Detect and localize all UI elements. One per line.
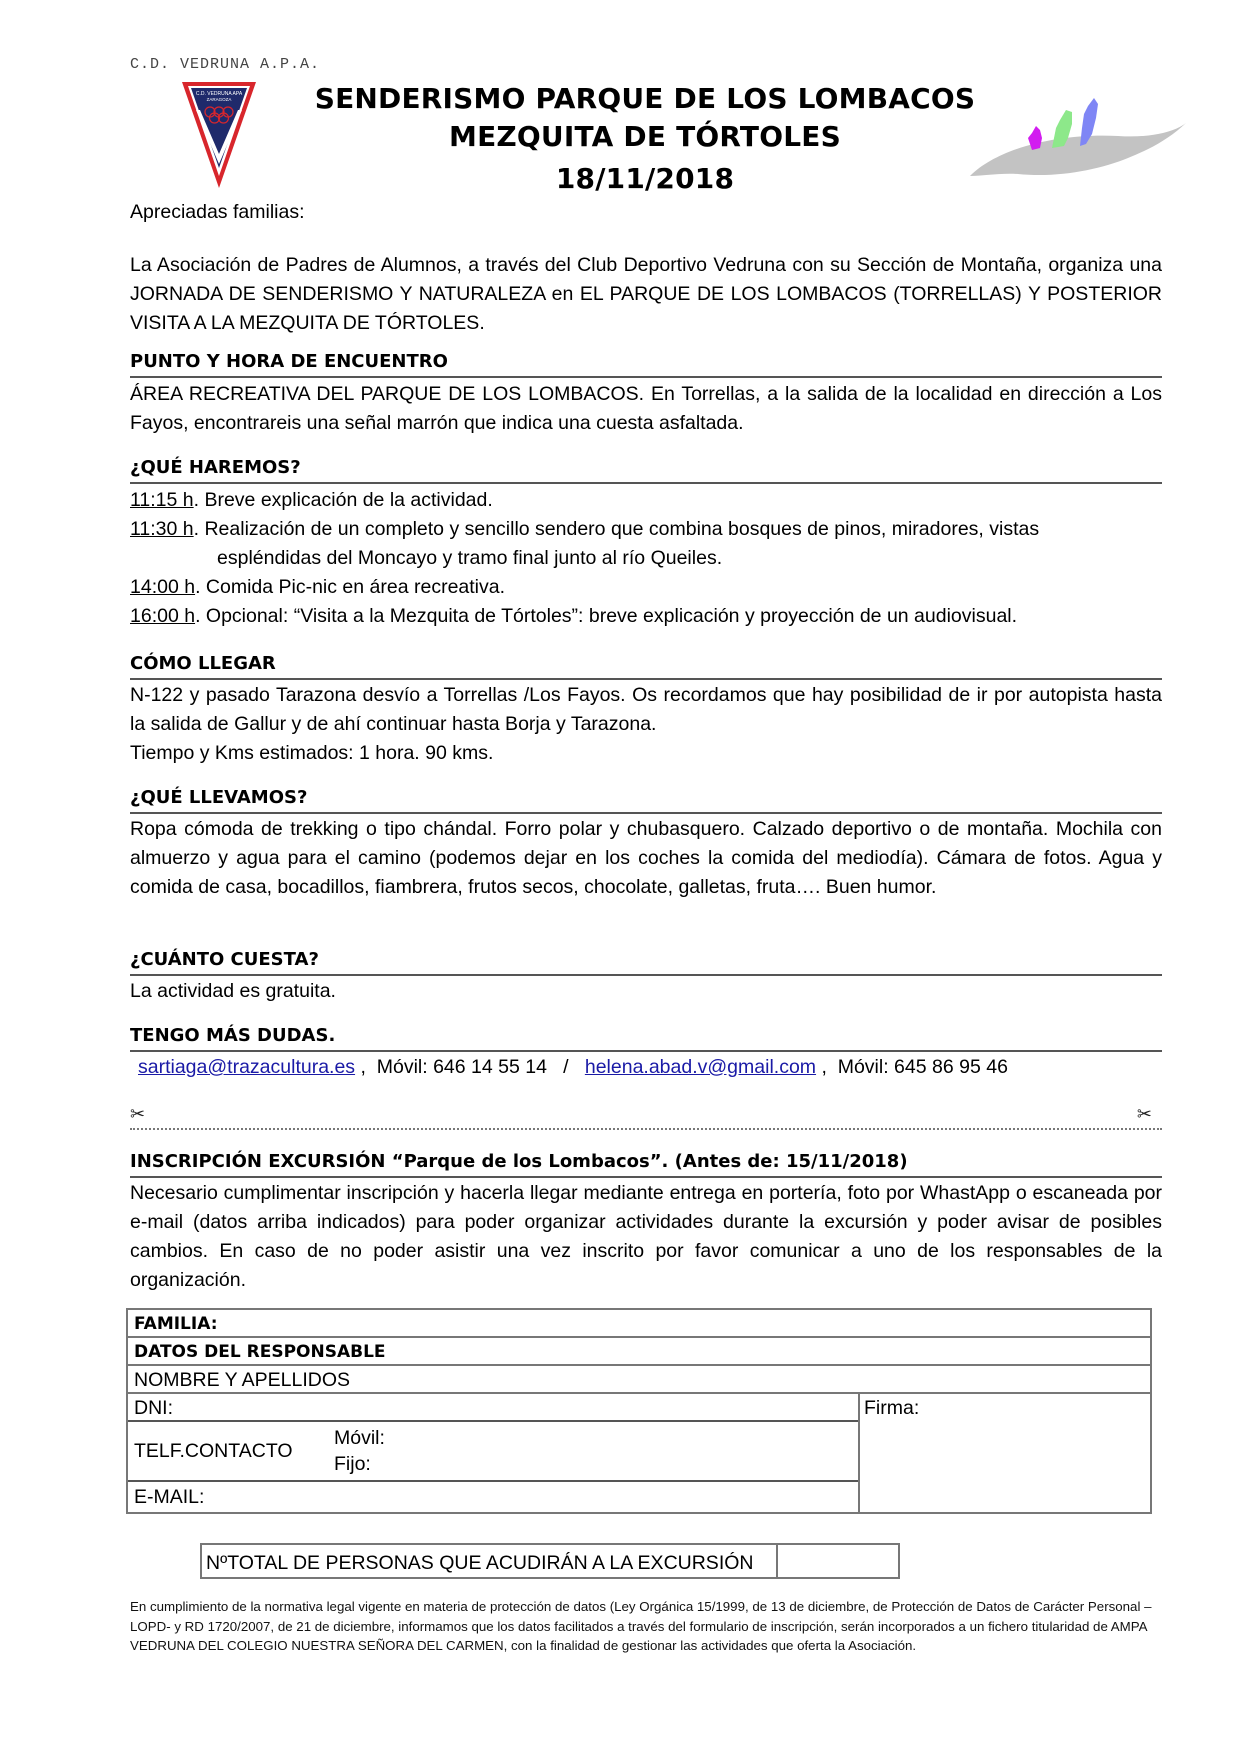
schedule-time: 11:30 h [130, 518, 194, 540]
page-title: SENDERISMO PARQUE DE LOS LOMBACOS [314, 82, 976, 115]
organization-name: C.D. VEDRUNA A.P.A. [130, 56, 321, 73]
section-heading-schedule: ¿QUÉ HAREMOS? [130, 456, 1162, 484]
schedule-text: . Comida Pic-nic en área recreativa. [195, 576, 506, 598]
section-body-bring: Ropa cómoda de trekking o tipo chándal. Forro polar y chubasquero. Calzado deportivo o de montaña. Mochila con almuerzo y agua para el camino (podemos dejar en los coches la comida del mediodía). Cámara de fotos. Agua y comida de casa, bocadillos, fiambrera, frutos secos, chocolate, galletas, fruta…. Buen humor. [130, 818, 1162, 898]
contact-phone-2: , Móvil: 645 86 95 46 [816, 1056, 1008, 1078]
contact-phone-1: , Móvil: 646 14 55 14 / [355, 1056, 585, 1078]
cut-line [130, 1106, 1162, 1130]
schedule-time: 16:00 h [130, 605, 196, 627]
schedule-text: . Breve explicación de la actividad. [193, 489, 493, 511]
schedule-time: 14:00 h [130, 576, 196, 598]
schedule-item [130, 602, 1162, 631]
contact-line [138, 1053, 1170, 1082]
form-field-familia[interactable]: FAMILIA: [128, 1310, 1150, 1338]
form-field-telefono[interactable] [128, 1422, 858, 1482]
section-heading-contact: TENGO MÁS DUDAS. [130, 1024, 1162, 1052]
schedule-item [130, 515, 1162, 573]
contact-email-link[interactable]: sartiaga@trazacultura.es [138, 1056, 356, 1078]
registration-heading: INSCRIPCIÓN EXCURSIÓN “Parque de los Lombacos”. (Antes de: 15/11/2018) [130, 1150, 1162, 1178]
section-heading-cost: ¿CUÁNTO CUESTA? [130, 948, 1162, 976]
greeting: Apreciadas familias: [130, 201, 305, 223]
logo-text-line1: C.D. VEDRUNA APA [195, 91, 243, 97]
section-body-directions: N-122 y pasado Tarazona desvío a Torrellas /Los Fayos. Os recordamos que hay posibilidad de ir por autopista hasta la salida de Gallur y de ahí continuar hasta Borja y Tarazona. [130, 684, 1162, 735]
telefono-label: TELF.CONTACTO [134, 1439, 293, 1462]
registration-form [126, 1308, 1152, 1514]
form-field-movil[interactable]: Móvil: [334, 1427, 385, 1449]
section-heading-meeting: PUNTO Y HORA DE ENCUENTRO [130, 350, 1162, 378]
total-persons-label: NºTOTAL DE PERSONAS QUE ACUDIRÁN A LA EXCURSIÓN [202, 1545, 778, 1577]
schedule-text: . Opcional: “Visita a la Mezquita de Tórtoles”: breve explicación y proyección de un audiovisual. [195, 605, 1018, 627]
logo-text-line2: ZARAGOZA [206, 97, 232, 102]
schedule-list [130, 486, 1162, 631]
schedule-item [130, 486, 1162, 515]
page-subtitle: MEZQUITA DE TÓRTOLES [449, 120, 841, 153]
form-section-responsable: DATOS DEL RESPONSABLE [128, 1338, 1150, 1366]
section-body-meeting: ÁREA RECREATIVA DEL PARQUE DE LOS LOMBACOS. En Torrellas, a la salida de la localidad en dirección a Los Fayos, encontrareis una señal marrón que indica una cuesta asfaltada. [130, 383, 1162, 434]
section-heading-directions: CÓMO LLEGAR [130, 652, 1162, 680]
total-persons-box [200, 1543, 900, 1579]
scissors-icon: ✂ [130, 1104, 146, 1125]
form-field-nombre[interactable]: NOMBRE Y APELLIDOS [128, 1366, 1150, 1394]
schedule-text-continuation: espléndidas del Moncayo y tramo final junto al río Queiles. [217, 547, 723, 569]
section-body-cost: La actividad es gratuita. [130, 980, 336, 1002]
registration-body: Necesario cumplimentar inscripción y hacerla llegar mediante entrega en portería, foto por WhastApp o escaneada por e-mail (datos arriba indicados) para poder organizar actividades durante la excursión y poder avisar de posibles cambios. En caso de no poder asistir una vez inscrito por favor comunicar a uno de los responsables de la organización. [130, 1182, 1162, 1291]
contact-email-link[interactable]: helena.abad.v@gmail.com [584, 1056, 817, 1078]
form-field-dni[interactable]: DNI: [128, 1394, 858, 1422]
section-heading-bring: ¿QUÉ LLEVAMOS? [130, 786, 1162, 814]
schedule-item [130, 573, 1162, 602]
schedule-text: . Realización de un completo y sencillo sendero que combina bosques de pinos, miradores, vistas [193, 518, 1040, 540]
data-protection-notice: En cumplimiento de la normativa legal vigente en materia de protección de datos (Ley Orgánica 15/1999, de 13 de diciembre, de Protección de Datos de Carácter Personal –LOPD- y RD 1720/2007, de 21 de diciembre, informamos que los datos facilitados a través del formulario de inscripción, serán incorporados a un fichero titularidad de AMPA VEDRUNA DEL COLEGIO NUESTRA SEÑORA DEL CARMEN, con la finalidad de gestionar las actividades que oferta la Asociación. [130, 1599, 1152, 1653]
form-field-firma[interactable]: Firma: [864, 1397, 920, 1419]
scissors-icon: ✂ [1136, 1104, 1152, 1125]
form-split-row [128, 1394, 1150, 1512]
telefono-subfields [334, 1425, 385, 1477]
intro-paragraph: La Asociación de Padres de Alumnos, a través del Club Deportivo Vedruna con su Sección de Montaña, organiza una JORNADA DE SENDERISMO Y NATURALEZA en EL PARQUE DE LOS LOMBACOS (TORRELLAS) Y POSTERIOR VISITA A LA MEZQUITA DE TÓRTOLES. [130, 254, 1162, 334]
event-date: 18/11/2018 [555, 162, 735, 195]
travel-estimate: Tiempo y Kms estimados: 1 hora. 90 kms. [130, 742, 494, 764]
form-field-fijo[interactable]: Fijo: [334, 1453, 371, 1475]
form-left-column [128, 1394, 860, 1512]
form-field-email[interactable]: E-MAIL: [134, 1486, 205, 1508]
schedule-time: 11:15 h [130, 489, 194, 511]
total-persons-input[interactable] [778, 1545, 898, 1577]
